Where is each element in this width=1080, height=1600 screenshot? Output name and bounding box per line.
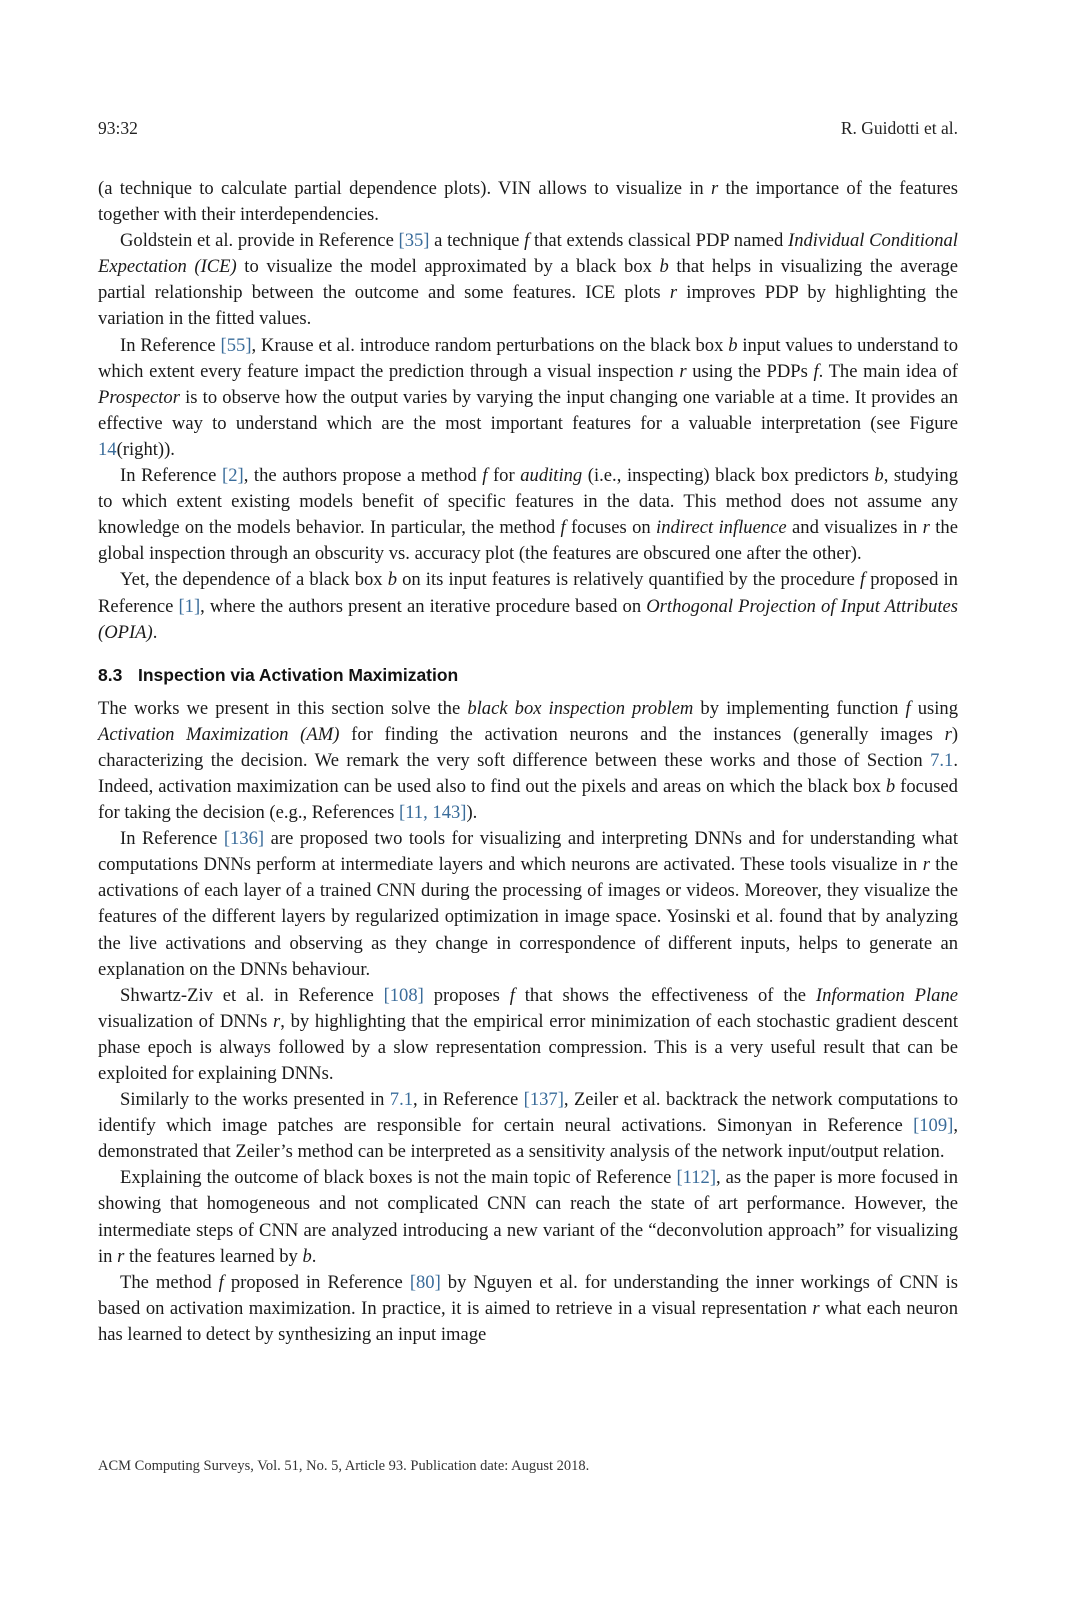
text-run: proposed in Reference xyxy=(223,1271,410,1293)
text-run: input values to understand to which extent every feature impact the prediction through a visual inspection xyxy=(98,334,958,382)
italic-text: f xyxy=(524,230,530,252)
text-run: (right)). xyxy=(116,438,175,460)
text-run: is to observe how the output varies by varying the input changing one variable at a time. It provides an effective way to understand which are the most important features for a valuable interpretation (see Figure xyxy=(98,386,958,434)
paragraph xyxy=(98,567,958,645)
text-run: are proposed two tools for visualizing and interpreting DNNs and for understanding what computations DNNs perform at intermediate layers and which neurons are activated. These tools visualize in xyxy=(98,828,958,876)
italic-text: Individual Conditional Expectation (ICE) xyxy=(98,230,958,278)
paragraph xyxy=(98,333,958,463)
italic-text: Orthogonal Projection of Input Attributes (OPIA) xyxy=(98,595,959,643)
italic-text: r xyxy=(669,282,678,304)
text-run: the activations of each layer of a trained CNN during the processing of images or videos. Moreover, they visualize the features of the different layers by regularized optimization in image space. Yosinski et al. found that by analyzing the live activations and observing as they change in correspondence of different inputs, helps to generate an explanation on the DNNs behaviour. xyxy=(98,854,958,980)
italic-text: f xyxy=(813,360,819,382)
citation-link[interactable]: [2] xyxy=(222,465,244,487)
text-run: . xyxy=(152,621,158,643)
text-run: focused for taking the decision (e.g., References xyxy=(98,775,958,824)
italic-text: r xyxy=(679,360,687,382)
italic-text: indirect influence xyxy=(656,517,787,539)
italic-text: b xyxy=(874,465,884,487)
pre-section-paragraphs xyxy=(98,176,958,646)
text-run: , studying to which extent existing models benefit of specific features in the data. This method does not assume any knowledge on the models behavior. In particular, the method xyxy=(98,465,958,539)
paragraph xyxy=(98,1087,958,1165)
text-run: Shwartz-Ziv et al. in Reference xyxy=(120,984,384,1006)
italic-text: r xyxy=(711,178,719,199)
italic-text: b xyxy=(302,1245,312,1267)
text-run: focuses on xyxy=(565,517,657,539)
citation-link[interactable]: [108] xyxy=(383,984,424,1006)
paragraph xyxy=(98,228,958,332)
text-run: to visualize the model approximated by a black box xyxy=(236,256,660,278)
citation-link[interactable]: [109] xyxy=(913,1115,954,1137)
paragraph xyxy=(98,826,958,983)
text-run: and visualizes in xyxy=(786,517,923,539)
text-run: , where the authors present an iterative procedure based on xyxy=(200,595,647,617)
citation-link[interactable]: 14 xyxy=(98,438,117,460)
italic-text: r xyxy=(944,723,952,745)
section-number: 8.3 xyxy=(98,664,123,685)
italic-text: r xyxy=(273,1010,281,1032)
text-run: proposed in Reference xyxy=(98,569,958,617)
text-run: , by highlighting that the empirical error minimization of each stochastic gradient descent phase epoch is always followed by a slow representation compression. This is a very useful result that can be exploited for explaining DNNs. xyxy=(98,1010,958,1084)
text-run: for finding the activation neurons and the instances (generally images xyxy=(339,723,945,745)
text-run: In Reference xyxy=(120,334,221,356)
paragraph xyxy=(98,463,958,567)
text-run: that helps in visualizing the average partial relationship between the outcome and some features. ICE plots xyxy=(98,256,958,304)
text-run: that extends classical PDP named xyxy=(529,230,789,252)
text-run: the features learned by xyxy=(124,1245,303,1267)
text-run: , as the paper is more focused in showing that homogeneous and not complicated CNN can reach the state of art performance. However, the intermediate steps of CNN are analyzed introducing a new variant of the “deconvolution approach” for visualizing in xyxy=(98,1167,959,1267)
text-run: , demonstrated that Zeiler’s method can be interpreted as a sensitivity analysis of the network input/output relation. xyxy=(98,1115,958,1163)
text-run: In Reference xyxy=(120,465,223,487)
section-title: Inspection via Activation Maximization xyxy=(138,664,459,685)
running-header xyxy=(98,118,958,142)
text-run: a technique xyxy=(429,230,525,252)
paragraph xyxy=(98,1165,958,1269)
text-run: Yet, the dependence of a black box xyxy=(120,569,388,591)
citation-link[interactable]: [11, 143] xyxy=(399,802,467,824)
text-run: Explaining the outcome of black boxes is not the main topic of Reference xyxy=(120,1167,677,1189)
text-run: for xyxy=(487,465,521,487)
citation-link[interactable]: [55] xyxy=(220,334,252,356)
italic-text: f xyxy=(509,984,515,1006)
citation-link[interactable]: [1] xyxy=(178,595,201,617)
text-run: that shows the effectiveness of the xyxy=(514,984,816,1006)
page-body xyxy=(98,176,958,1348)
text-run: ) characterizing the decision. We remark the very soft difference between these works and those of Section xyxy=(98,723,959,771)
page-footer: ACM Computing Surveys, Vol. 51, No. 5, Article 93. Publication date: August 2018. xyxy=(98,1458,590,1474)
italic-text: r xyxy=(117,1245,125,1267)
italic-text: b xyxy=(659,256,669,278)
citation-link[interactable]: [35] xyxy=(398,230,430,252)
italic-text: auditing xyxy=(520,465,583,487)
section-paragraphs xyxy=(98,696,958,1348)
text-run: . xyxy=(311,1245,317,1267)
text-run: , in Reference xyxy=(413,1089,524,1111)
text-run: (i.e., inspecting) black box predictors xyxy=(582,465,875,487)
text-run: ). xyxy=(466,802,478,824)
italic-text: b xyxy=(728,334,738,356)
italic-text: black box inspection problem xyxy=(467,697,694,719)
text-run: (a technique to calculate partial dependence plots). VIN allows to visualize in xyxy=(98,178,711,199)
running-authors: R. Guidotti et al. xyxy=(840,118,958,138)
text-run: Similarly to the works presented in xyxy=(120,1089,390,1111)
paragraph xyxy=(98,983,958,1087)
italic-text: f xyxy=(482,465,488,487)
text-run: proposes xyxy=(423,984,510,1006)
italic-text: r xyxy=(922,517,930,539)
citation-link[interactable]: [137] xyxy=(523,1089,564,1111)
text-run: using xyxy=(910,697,959,719)
text-run: The method xyxy=(120,1271,219,1293)
italic-text: f xyxy=(560,517,566,539)
italic-text: Prospector xyxy=(98,386,180,408)
italic-text: b xyxy=(387,569,397,591)
citation-link[interactable]: [112] xyxy=(676,1167,717,1189)
page-number: 93:32 xyxy=(98,118,138,138)
text-run: what each neuron has learned to detect by synthesizing an input image xyxy=(98,1297,958,1345)
text-run: on its input features is relatively quantified by the procedure xyxy=(397,569,860,591)
text-run: . The main idea of xyxy=(818,360,958,382)
text-run: by Nguyen et al. for understanding the inner workings of CNN is based on activation maximization. In practice, it is aimed to retrieve in a visual representation xyxy=(98,1271,958,1319)
text-run: improves PDP by highlighting the variation in the fitted values. xyxy=(98,282,958,330)
citation-link[interactable]: [80] xyxy=(409,1271,441,1293)
text-run: , Krause et al. introduce random perturbations on the black box xyxy=(251,334,729,356)
text-run: In Reference xyxy=(120,828,224,850)
text-run: visualization of DNNs xyxy=(98,1010,274,1032)
text-run: , Zeiler et al. backtrack the network computations to identify which image patches are responsible for certain neural activations. Simonyan in Reference xyxy=(98,1089,959,1137)
paragraph xyxy=(98,176,958,228)
section-heading xyxy=(98,663,958,687)
text-run: the importance of the features together with their interdependencies. xyxy=(98,178,958,226)
italic-text: f xyxy=(218,1271,224,1293)
text-run: Goldstein et al. provide in Reference xyxy=(120,230,399,252)
text-run: The works we present in this section solve the xyxy=(98,697,468,719)
paragraph xyxy=(98,1270,958,1348)
italic-text: b xyxy=(885,775,896,797)
italic-text: f xyxy=(905,697,911,719)
text-run: using the PDPs xyxy=(686,360,814,382)
citation-link[interactable]: 7.1 xyxy=(930,749,954,771)
text-run: , the authors propose a method xyxy=(243,465,483,487)
citation-link[interactable]: [136] xyxy=(223,828,265,850)
text-run: by implementing function xyxy=(693,697,906,719)
italic-text: r xyxy=(922,854,930,876)
paragraph xyxy=(98,696,958,826)
italic-text: f xyxy=(859,569,866,591)
italic-text: Information Plane xyxy=(815,984,958,1006)
text-run: the global inspection through an obscurity vs. accuracy plot (the features are obscured one after the other). xyxy=(98,517,958,565)
italic-text: Activation Maximization (AM) xyxy=(98,723,340,745)
italic-text: r xyxy=(812,1297,820,1319)
citation-link[interactable]: 7.1 xyxy=(389,1089,414,1111)
text-run: . Indeed, activation maximization can be used also to find out the pixels and areas on which the black box xyxy=(98,749,958,797)
